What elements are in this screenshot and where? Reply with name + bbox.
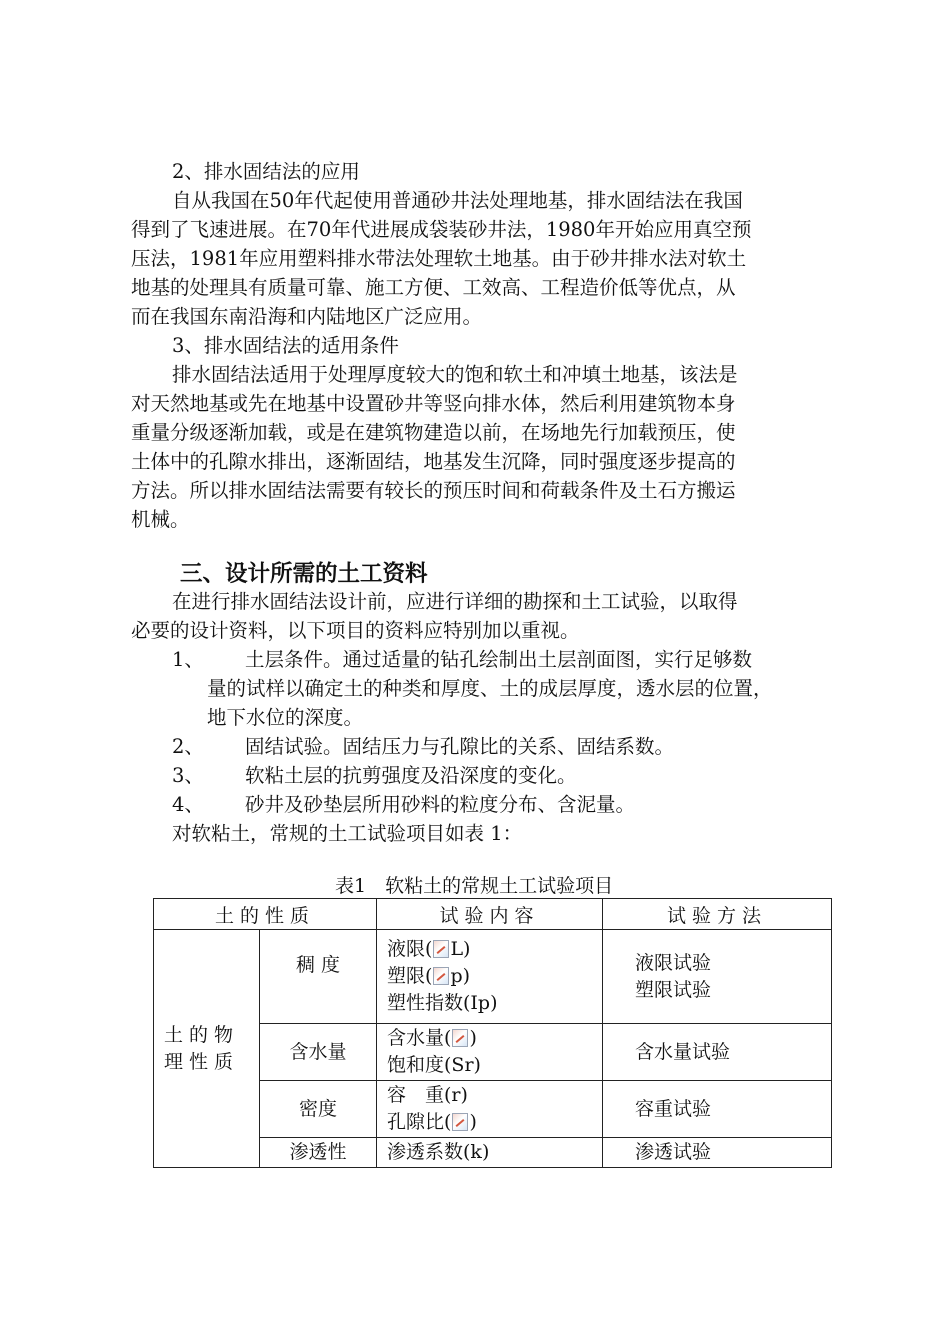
content-line: 孔隙比( ): [387, 1111, 477, 1133]
method-cell: [603, 1081, 832, 1138]
content-cell: [377, 1081, 603, 1138]
paragraph-line: 对天然地基或先在地基中设置砂井等竖向排水体，然后利用建筑物本身: [131, 392, 736, 415]
list-item-text: 地下水位的深度。: [207, 706, 364, 729]
content-line: 塑性指数(Ip): [387, 992, 498, 1014]
paragraph-line: 在进行排水固结法设计前，应进行详细的勘探和土工试验，以取得: [172, 590, 738, 613]
table-caption: 表1 软粘土的常规土工试验项目: [335, 875, 614, 897]
property-cell: [260, 1081, 377, 1138]
content-line: 饱和度(Sr): [387, 1054, 481, 1076]
property-label: 稠 度: [295, 954, 341, 976]
method-line: 渗透试验: [635, 1141, 712, 1163]
table-row: [154, 930, 832, 1024]
group-cell: [154, 930, 260, 1168]
property-cell: [260, 1138, 377, 1168]
paragraph-line: 而在我国东南沿海和内陆地区广泛应用。: [131, 305, 483, 328]
paragraph-line: 地基的处理具有质量可靠、施工方便、工效高、工程造价低等优点，从: [131, 276, 736, 299]
paragraph-line: 机械。: [131, 508, 190, 531]
paragraph-line: 自从我国在50年代起使用普通砂井法处理地基，排水固结法在我国: [172, 189, 743, 212]
header-cell: 试验内容: [377, 899, 603, 930]
table-header-row: [154, 899, 832, 930]
group-label: 土的物理性质: [164, 1023, 240, 1073]
broken-image-icon: [452, 1029, 468, 1047]
list-item-text: 土层条件。通过适量的钻孔绘制出土层剖面图，实行足够数: [245, 648, 753, 671]
paragraph-line: 必要的设计资料，以下项目的资料应特别加以重视。: [131, 619, 580, 642]
paragraph-line: 对软粘土，常规的土工试验项目如表 1：: [172, 822, 523, 845]
method-cell: [603, 930, 832, 1024]
list-item-number: 2、: [172, 735, 204, 758]
broken-image-icon: [433, 967, 449, 985]
list-item-text: 软粘土层的抗剪强度及沿深度的变化。: [245, 764, 577, 787]
broken-image-icon: [433, 940, 449, 958]
property-label: 密度: [299, 1097, 338, 1120]
broken-image-icon: [452, 1113, 468, 1131]
content-line: 液限( L): [387, 938, 471, 960]
property-label: 渗透性: [289, 1141, 347, 1163]
section-2-title: 2、排水固结法的应用: [172, 160, 360, 183]
content-line: 容 重(r): [387, 1084, 468, 1106]
section-heading: 三、设计所需的土工资料: [180, 561, 428, 587]
property-cell: [260, 930, 377, 1024]
header-cell: 土的性质: [154, 899, 377, 930]
content-cell: [377, 1024, 603, 1081]
property-cell: [260, 1024, 377, 1081]
method-cell: [603, 1138, 832, 1168]
soil-test-table: [153, 898, 832, 1168]
paragraph-line: 土体中的孔隙水排出，逐渐固结，地基发生沉降，同时强度逐步提高的: [131, 450, 736, 473]
paragraph-line: 压法，1981年应用塑料排水带法处理软土地基。由于砂井排水法对软土: [131, 247, 747, 270]
method-cell: [603, 1024, 832, 1081]
list-item-number: 1、: [172, 648, 204, 671]
content-line: 渗透系数(k): [387, 1141, 490, 1163]
property-label: 含水量: [289, 1040, 347, 1063]
list-item-text: 量的试样以确定土的种类和厚度、土的成层厚度，透水层的位置，: [207, 677, 773, 700]
paragraph-line: 得到了飞速进展。在70年代进展成袋装砂井法，1980年开始应用真空预: [131, 218, 752, 241]
list-item-text: 固结试验。固结压力与孔隙比的关系、固结系数。: [245, 735, 675, 758]
list-item-number: 4、: [172, 793, 204, 816]
paragraph-line: 方法。所以排水固结法需要有较长的预压时间和荷载条件及土石方搬运: [131, 479, 736, 502]
content-cell: [377, 1138, 603, 1168]
header-cell: 试验方法: [603, 899, 832, 930]
paragraph-line: 排水固结法适用于处理厚度较大的饱和软土和冲填土地基，该法是: [172, 363, 738, 386]
paragraph-line: 重量分级逐渐加载，或是在建筑物建造以前，在场地先行加载预压，使: [131, 421, 736, 444]
section-3-title: 3、排水固结法的适用条件: [172, 334, 399, 357]
list-item-number: 3、: [172, 764, 204, 787]
method-line: 含水量试验: [635, 1040, 731, 1063]
method-line: 塑限试验: [635, 978, 712, 1001]
content-cell: [377, 930, 603, 1024]
content-line: 塑限( p): [387, 965, 471, 987]
method-line: 液限试验: [635, 951, 712, 974]
content-line: 含水量( ): [387, 1027, 477, 1049]
list-item-text: 砂井及砂垫层所用砂料的粒度分布、含泥量。: [245, 793, 636, 816]
method-line: 容重试验: [635, 1097, 712, 1120]
